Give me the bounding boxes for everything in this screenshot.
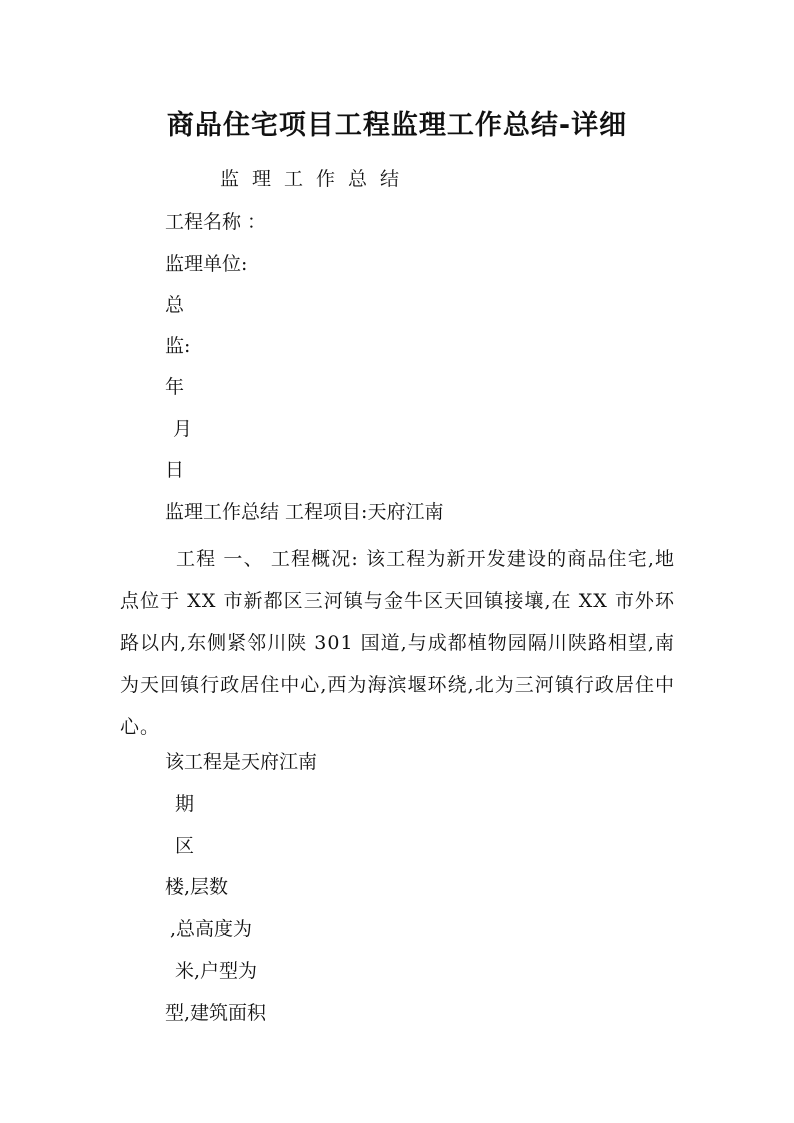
detail-line-floors: 楼,层数 [165, 876, 229, 898]
detail-line-zone: 区 [175, 835, 195, 857]
detail-line-phase: 期 [175, 793, 195, 815]
document-title: 商品住宅项目工程监理工作总结-详细 [166, 110, 628, 141]
detail-line-unit-type: 米,户型为 [175, 960, 258, 982]
section-subtitle: 监理工作总结 [220, 168, 413, 190]
date-year-label: 年 [165, 376, 185, 398]
chief-supervisor-label-1: 总 [165, 294, 185, 316]
chief-supervisor-label-2: 监: [165, 335, 191, 357]
date-day-label: 日 [165, 459, 185, 481]
project-overview-paragraph: 工程 一、 工程概况: 该工程为新开发建设的商品住宅,地点位于 XX 市新都区三河镇与金牛区天回镇接壤,在 XX 市外环路以内,东侧紧邻川陕 301 国道,与成都植物园隔川陕路相望,南为天回镇行政居住中心,西为海滨堰环绕,北为三河镇行政居住中心。 [120, 548, 675, 738]
date-month-label: 月 [173, 418, 193, 440]
project-name-field: 工程名称 ： [165, 211, 267, 233]
project-heading-line: 监理工作总结 工程项目:天府江南 [165, 501, 444, 523]
supervisor-unit-field: 监理单位: [165, 253, 248, 275]
detail-line-area: 型,建筑面积 [165, 1002, 267, 1024]
detail-line-phase-intro: 该工程是天府江南 [165, 751, 318, 773]
detail-line-height: ,总高度为 [170, 918, 253, 940]
